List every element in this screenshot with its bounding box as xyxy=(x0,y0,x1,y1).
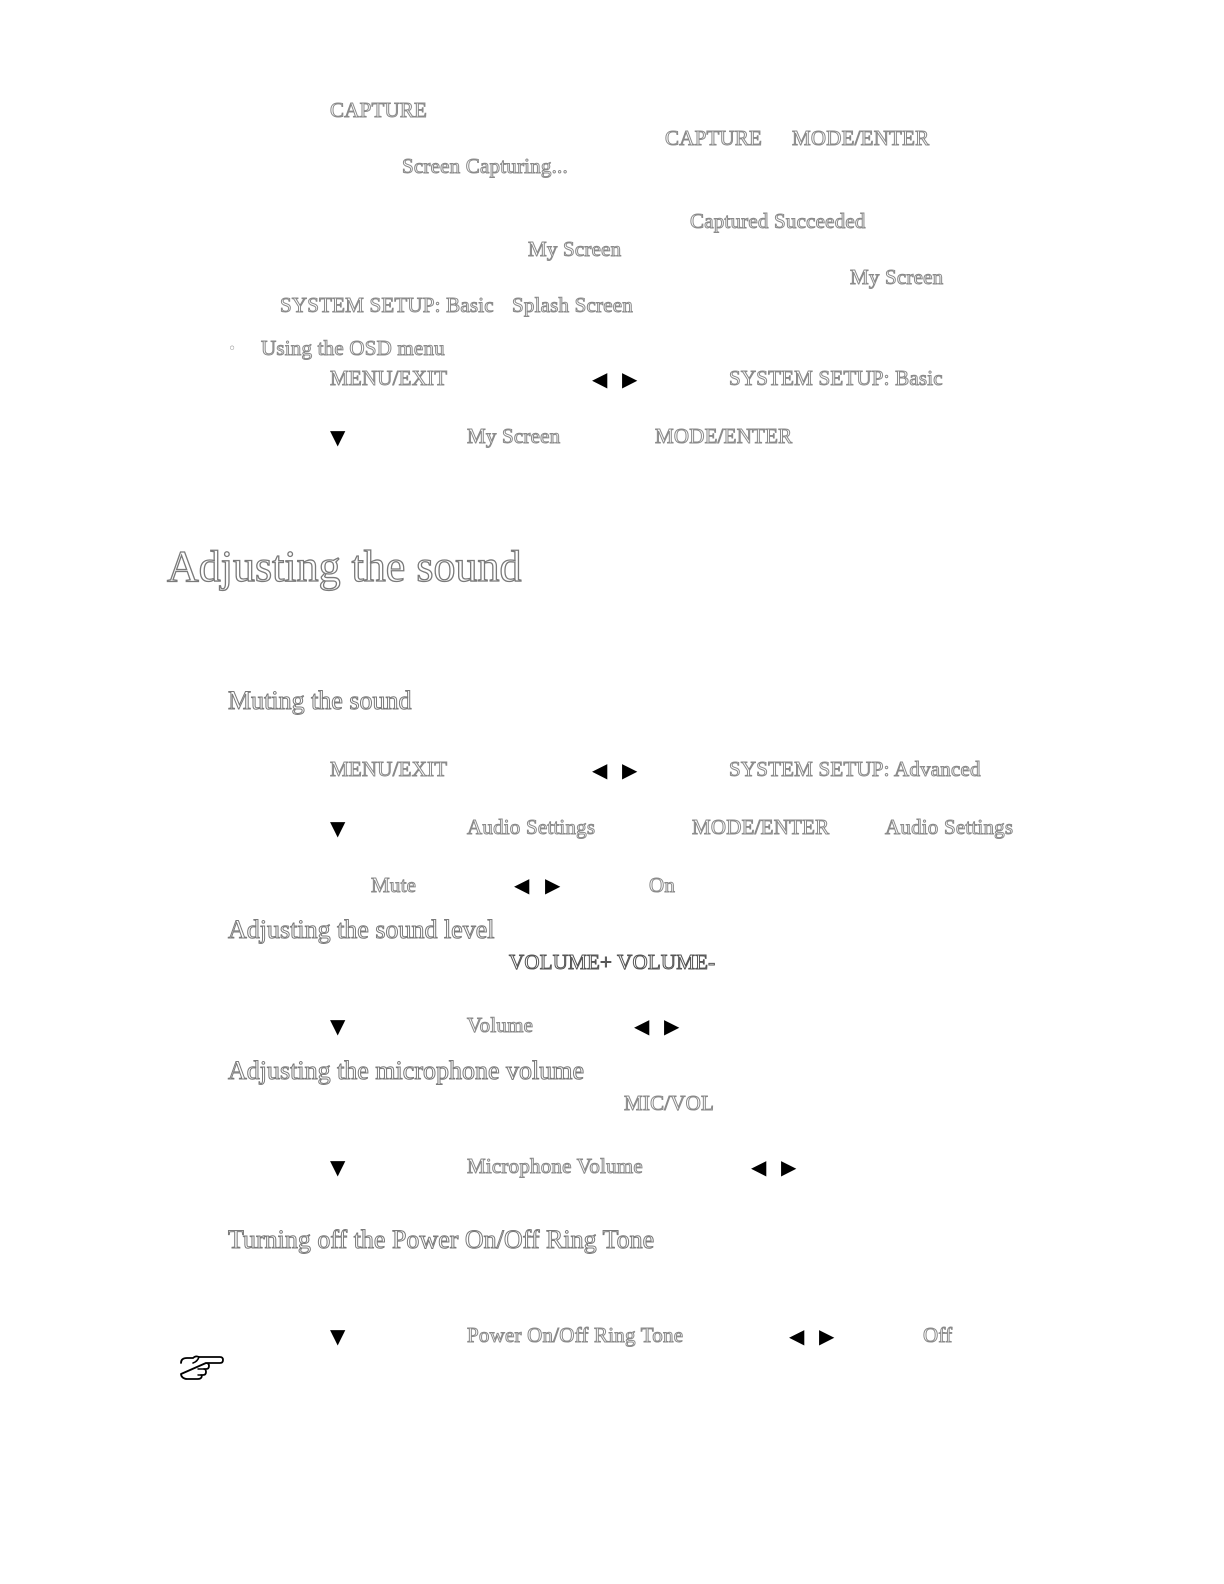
left-arrow-icon: ◀ xyxy=(592,367,608,391)
down-arrow-icon: ▼ xyxy=(330,1324,346,1348)
left-arrow-icon: ◀ xyxy=(634,1014,650,1038)
right-arrow-icon: ▶ xyxy=(819,1324,835,1348)
right-arrow-icon: ▶ xyxy=(622,367,638,391)
mute-label: Mute xyxy=(371,873,417,897)
ring-tone-heading: Turning off the Power On/Off Ring Tone xyxy=(228,1225,655,1254)
left-arrow-icon: ◀ xyxy=(514,873,530,897)
capture-key-label: CAPTURE xyxy=(330,98,428,122)
down-arrow-icon: ▼ xyxy=(330,1014,346,1038)
mode-enter-label: MODE/ENTER xyxy=(655,424,793,448)
muting-heading: Muting the sound xyxy=(228,686,412,715)
right-arrow-icon: ▶ xyxy=(545,873,561,897)
system-setup-basic-label: SYSTEM SETUP: Basic xyxy=(280,293,494,317)
my-screen-label: My Screen xyxy=(528,237,622,261)
splash-screen-label: Splash Screen xyxy=(512,293,633,317)
bullet-icon: ◦ xyxy=(228,341,237,357)
on-value: On xyxy=(649,873,676,897)
down-arrow-icon: ▼ xyxy=(330,425,346,449)
osd-bullet-title: Using the OSD menu xyxy=(261,336,445,360)
volume-keys-label: VOLUME+ VOLUME- xyxy=(509,950,716,974)
sound-level-heading: Adjusting the sound level xyxy=(228,915,495,944)
left-arrow-icon: ◀ xyxy=(789,1324,805,1348)
capture-key-label-2: CAPTURE xyxy=(665,126,763,150)
right-arrow-icon: ▶ xyxy=(622,758,638,782)
mode-enter-label: MODE/ENTER xyxy=(692,815,830,839)
system-setup-advanced-label: SYSTEM SETUP: Advanced xyxy=(729,757,981,781)
volume-label: Volume xyxy=(467,1013,534,1037)
audio-settings-label-2: Audio Settings xyxy=(885,815,1014,839)
left-arrow-icon: ◀ xyxy=(592,758,608,782)
off-value: Off xyxy=(923,1323,953,1347)
menu-exit-label: MENU/EXIT xyxy=(330,366,448,390)
down-arrow-icon: ▼ xyxy=(330,816,346,840)
microphone-volume-label: Microphone Volume xyxy=(467,1154,643,1178)
audio-settings-label: Audio Settings xyxy=(467,815,596,839)
right-arrow-icon: ▶ xyxy=(664,1014,680,1038)
captured-succeeded-message: Captured Succeeded xyxy=(690,209,866,233)
mode-enter-label: MODE/ENTER xyxy=(792,126,930,150)
power-ring-tone-label: Power On/Off Ring Tone xyxy=(467,1323,684,1347)
left-arrow-icon: ◀ xyxy=(751,1155,767,1179)
my-screen-label: My Screen xyxy=(467,424,561,448)
down-arrow-icon: ▼ xyxy=(330,1155,346,1179)
page-title: Adjusting the sound xyxy=(167,542,522,591)
my-screen-label-2: My Screen xyxy=(850,265,944,289)
mic-vol-key-label: MIC/VOL xyxy=(624,1091,715,1115)
pointing-hand-icon xyxy=(178,1353,224,1381)
menu-exit-label: MENU/EXIT xyxy=(330,757,448,781)
system-setup-basic-label: SYSTEM SETUP: Basic xyxy=(729,366,943,390)
screen-capturing-message: Screen Capturing... xyxy=(402,154,568,178)
right-arrow-icon: ▶ xyxy=(781,1155,797,1179)
mic-volume-heading: Adjusting the microphone volume xyxy=(228,1056,585,1085)
